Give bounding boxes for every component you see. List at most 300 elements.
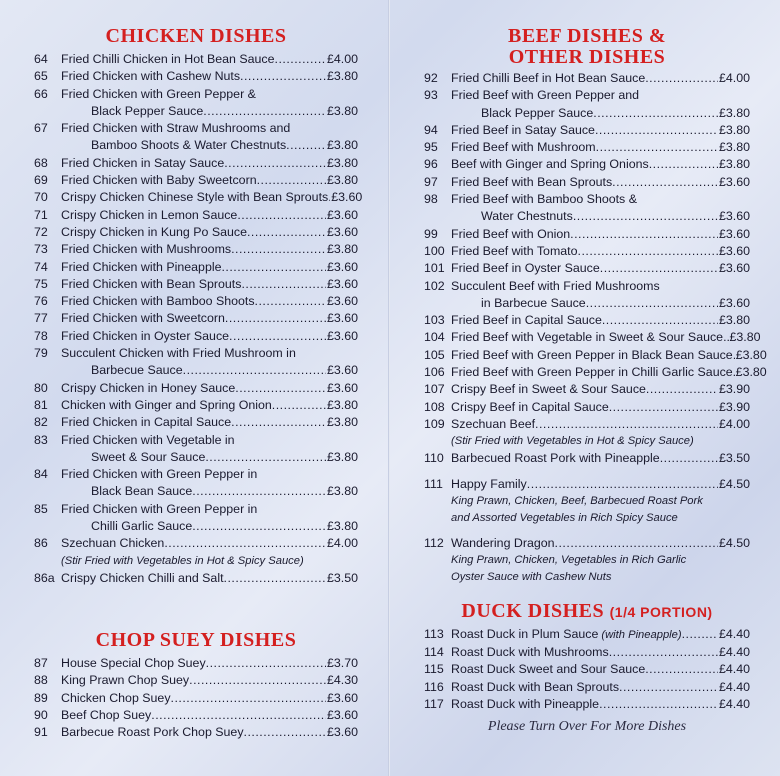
item-inline-note: (with Pineapple): [601, 629, 682, 641]
dot-leader: [231, 414, 326, 431]
item-body: [451, 260, 750, 277]
dot-leader: [682, 626, 718, 643]
item-body: [451, 191, 750, 226]
item-line: [61, 224, 358, 241]
menu-item: [34, 86, 358, 121]
item-line: [451, 450, 750, 467]
item-body: [61, 86, 358, 121]
item-line: [451, 295, 750, 312]
right-page: [390, 0, 780, 776]
item-body: [451, 312, 750, 329]
item-line: [451, 381, 750, 398]
item-name: Szechuan Beef: [451, 416, 536, 431]
menu-item: [34, 68, 358, 85]
menu-item: [424, 312, 750, 329]
item-number: 95: [424, 140, 438, 155]
turn-over-note: Please Turn Over For More Dishes: [487, 719, 687, 735]
item-name: Crispy Beef in Sweet & Sour Sauce: [451, 382, 646, 397]
left-page: [0, 0, 388, 776]
item-price: £3.80: [326, 103, 358, 118]
duck-heading: [424, 601, 750, 623]
dot-leader: [649, 156, 718, 173]
item-name: Fried Beef with Bamboo Shoots &: [451, 192, 637, 207]
item-number: 112: [424, 535, 444, 550]
item-line: [61, 380, 358, 397]
dot-leader: [224, 155, 326, 172]
item-line: [61, 432, 358, 449]
item-line: [61, 345, 358, 362]
menu-item: [34, 293, 358, 310]
item-number: 113: [424, 627, 444, 641]
item-name: Crispy Chicken Chinese Style with Bean Sprouts: [61, 190, 329, 205]
item-number: 114: [424, 645, 444, 659]
item-note: and Assorted Vegetables in Rich Spicy Sauce: [451, 511, 678, 524]
dot-leader: [192, 518, 326, 535]
item-line: [451, 226, 750, 243]
item-price: £3.50: [326, 570, 358, 585]
item-body: [451, 87, 750, 122]
item-price: £3.60: [326, 224, 358, 239]
item-number: 71: [34, 207, 48, 222]
item-price: £3.60: [326, 276, 358, 291]
dot-leader: [257, 172, 326, 189]
item-body: [61, 414, 358, 431]
item-body: [451, 364, 767, 381]
dot-leader: [612, 174, 718, 191]
item-number: 99: [424, 226, 438, 241]
item-line: [451, 329, 761, 346]
item-body: [451, 679, 750, 696]
item-price: £4.00: [718, 71, 750, 85]
menu-item: [34, 432, 358, 467]
item-name: Crispy Chicken Chilli and Salt: [61, 570, 224, 585]
item-body: [61, 241, 358, 258]
item-name: Roast Duck in Plum Sauce: [451, 627, 599, 641]
dot-leader: [171, 690, 326, 707]
chicken-heading: CHICKEN DISHES: [105, 25, 287, 47]
item-price: £3.80: [718, 157, 750, 172]
item-name: Fried Beef in Oyster Sauce: [451, 261, 600, 276]
item-body: [61, 501, 358, 536]
item-line: [61, 259, 358, 276]
item-name: Beef with Ginger and Spring Onions: [451, 157, 649, 172]
item-body: [61, 259, 358, 276]
menu-item: [424, 644, 750, 661]
item-line: [451, 364, 767, 381]
item-price: £3.60: [326, 380, 358, 395]
dot-leader: [646, 381, 718, 398]
item-number: 89: [34, 690, 48, 705]
menu-item: [34, 414, 358, 431]
menu-item: [34, 690, 358, 707]
dot-leader: [164, 535, 326, 552]
item-number: 75: [34, 276, 48, 291]
item-price: £4.40: [718, 696, 750, 711]
dot-leader: [203, 103, 326, 120]
item-body: [451, 243, 750, 260]
item-number: 106: [424, 365, 445, 380]
item-line: [61, 449, 358, 466]
chopsuey-heading: CHOP SUEY DISHES: [95, 629, 297, 651]
dot-leader: [221, 259, 326, 276]
menu-item: [34, 241, 358, 258]
menu-item: [34, 466, 358, 501]
menu-item: [424, 278, 750, 313]
item-number: 87: [34, 656, 48, 670]
item-name: Fried Chicken with Green Pepper in: [61, 501, 258, 516]
dot-leader: [609, 399, 718, 416]
item-price: £4.00: [326, 52, 358, 66]
item-body: [451, 399, 750, 416]
menu-item: [34, 672, 358, 689]
dot-leader: [586, 295, 718, 312]
item-number: 104: [424, 330, 445, 345]
item-price: £3.60: [326, 311, 358, 326]
item-line: [451, 312, 750, 329]
item-line: [451, 347, 767, 364]
item-body: [61, 224, 358, 241]
menu-item: [424, 226, 750, 243]
item-body: [451, 416, 750, 450]
item-price: £4.00: [718, 416, 750, 431]
item-name: Fried Chicken in Oyster Sauce: [61, 328, 230, 343]
dot-leader: [593, 105, 718, 122]
beef-section: [424, 25, 767, 586]
item-price: £3.60: [326, 725, 358, 740]
item-number: 81: [34, 397, 48, 412]
dot-leader: [555, 535, 718, 552]
item-name: Roast Duck with Bean Sprouts: [451, 679, 620, 694]
menu-item: [34, 535, 358, 569]
item-number: 103: [424, 313, 445, 328]
item-name: Fried Chilli Beef in Hot Bean Sauce: [451, 71, 646, 85]
item-line: [61, 293, 358, 310]
menu-item: [424, 156, 750, 173]
menu-item: [34, 189, 363, 206]
item-body: [61, 172, 358, 189]
item-name: Succulent Beef with Fried Mushrooms: [451, 278, 660, 293]
menu-item: [424, 347, 767, 364]
dot-leader: [237, 207, 326, 224]
item-line: [61, 655, 358, 672]
item-line: [451, 208, 750, 225]
item-line: [61, 414, 358, 431]
item-number: 72: [34, 224, 48, 239]
item-body: [451, 329, 761, 346]
duck-heading-title: DUCK DISHES: [461, 600, 605, 622]
item-number: 116: [424, 679, 444, 694]
item-name: Water Chestnuts: [481, 209, 573, 224]
item-line: [451, 260, 750, 277]
item-number: 96: [424, 157, 438, 172]
item-number: 101: [424, 261, 445, 276]
item-body: [451, 644, 750, 661]
dot-leader: [600, 260, 718, 277]
dot-leader: [247, 224, 326, 241]
duck-list: [424, 626, 750, 713]
menu-item: [34, 380, 358, 397]
item-price: £3.60: [326, 294, 358, 309]
menu-item: [34, 310, 358, 327]
item-name: Fried Beef with Bean Sprouts: [451, 174, 613, 189]
item-number: 74: [34, 259, 48, 274]
item-name: Crispy Chicken in Honey Sauce: [61, 380, 236, 395]
item-name: Chicken with Ginger and Spring Onion: [61, 397, 272, 412]
item-price: £3.80: [718, 140, 750, 155]
item-name: Fried Chicken with Mushrooms: [61, 242, 232, 257]
item-price: £3.80: [326, 397, 358, 412]
duck-section: [424, 601, 750, 735]
dot-leader: [619, 679, 718, 696]
item-number: 69: [34, 173, 48, 188]
menu-item: [424, 122, 750, 139]
item-body: [61, 68, 358, 85]
item-body: [61, 276, 358, 293]
item-number: 85: [34, 501, 48, 516]
item-line: [451, 105, 750, 122]
item-body: [61, 155, 358, 172]
item-line: [61, 466, 358, 483]
item-body: [61, 397, 358, 414]
menu-item: [424, 260, 750, 277]
menu-item: [34, 397, 358, 414]
menu-item: [34, 570, 358, 587]
item-name: Crispy Chicken in Kung Po Sauce: [61, 224, 247, 239]
item-number: 88: [34, 673, 48, 688]
item-note: (Stir Fried with Vegetables in Hot & Spicy Sauce): [451, 435, 694, 448]
item-body: [451, 226, 750, 243]
item-name: Fried Chilli Chicken in Hot Bean Sauce: [61, 52, 275, 66]
item-body: [61, 690, 358, 707]
item-body: [451, 122, 750, 139]
item-body: [61, 672, 358, 689]
menu-item: [424, 476, 750, 527]
item-price: £3.60: [326, 690, 358, 705]
dot-leader: [206, 655, 326, 672]
menu-item: [424, 191, 750, 226]
item-price: £3.80: [326, 519, 358, 534]
item-body: [61, 51, 358, 68]
menu-item: [424, 364, 767, 381]
item-name: Crispy Chicken in Lemon Sauce: [61, 207, 238, 222]
item-note: King Prawn, Chicken, Vegetables in Rich Garlic: [451, 554, 687, 567]
dot-leader: [286, 137, 326, 154]
item-body: [451, 476, 750, 527]
dot-leader: [660, 450, 718, 467]
menu-item: [34, 207, 358, 224]
item-note: (Stir Fried with Vegetables in Hot & Spicy Sauce): [61, 554, 304, 567]
item-body: [61, 707, 358, 724]
item-price: £4.40: [718, 679, 750, 694]
item-line: [451, 191, 750, 208]
item-line: [61, 570, 358, 587]
menu-item: [34, 345, 358, 380]
item-price: £3.80: [326, 242, 358, 257]
item-price: £4.50: [718, 476, 750, 491]
item-line: [61, 672, 358, 689]
menu-item: [34, 120, 358, 155]
item-price: £4.40: [718, 645, 750, 659]
menu-item: [34, 155, 358, 172]
item-name: Roast Duck with Pineapple: [451, 696, 600, 711]
item-line: [61, 328, 358, 345]
item-body: [451, 278, 750, 313]
item-name: Crispy Beef in Capital Sauce: [451, 399, 609, 414]
item-number: 109: [424, 416, 445, 431]
dot-leader: [240, 68, 326, 85]
item-number: 115: [424, 662, 444, 677]
dot-leader: [609, 644, 718, 661]
item-number: 100: [424, 243, 445, 258]
item-body: [61, 345, 358, 380]
item-line: [61, 483, 358, 500]
item-line: [61, 241, 358, 258]
item-line: [61, 155, 358, 172]
item-name: Fried Beef with Green Pepper in Chilli Garlic Sauce: [451, 365, 733, 380]
item-body: [61, 207, 358, 224]
item-name: Succulent Chicken with Fried Mushroom in: [61, 346, 296, 361]
item-name: Barbecue Sauce: [91, 363, 183, 378]
menu-item: [424, 696, 750, 713]
item-price: £3.60: [718, 261, 750, 276]
item-number: 80: [34, 380, 48, 395]
item-body: [451, 70, 750, 87]
item-number: 107: [424, 382, 445, 397]
chicken-section: [34, 25, 363, 587]
item-number: 83: [34, 432, 48, 447]
item-name: Fried Chicken in Capital Sauce: [61, 415, 232, 430]
item-price: £3.60: [326, 259, 358, 274]
item-line: [451, 243, 750, 260]
item-name: Barbecue Roast Pork Chop Suey: [61, 725, 244, 740]
item-body: [61, 466, 358, 501]
dot-leader: [570, 226, 718, 243]
duck-heading-portion: (1/4 PORTION): [609, 604, 713, 620]
item-price: £3.80: [326, 415, 358, 430]
menu-item: [424, 679, 750, 696]
item-price: £3.80: [735, 347, 767, 362]
beef-list: [424, 70, 767, 586]
dot-leader: [225, 310, 326, 327]
beef-heading-line2: OTHER DISHES: [508, 46, 666, 68]
item-price: £3.60: [326, 363, 358, 378]
menu-item: [34, 224, 358, 241]
item-name: Black Bean Sauce: [91, 484, 193, 499]
item-line: [61, 707, 358, 724]
item-line: [451, 122, 750, 139]
item-body: [61, 380, 358, 397]
item-body: [61, 120, 358, 155]
dot-leader: [189, 672, 326, 689]
item-number: 79: [34, 346, 48, 361]
item-line: [61, 518, 358, 535]
item-name: Fried Chicken in Satay Sauce: [61, 155, 225, 170]
dot-leader: [224, 570, 326, 587]
dot-leader: [205, 449, 326, 466]
item-number: 98: [424, 192, 438, 207]
item-price: £3.80: [718, 122, 750, 137]
item-number: 64: [34, 52, 48, 66]
dot-leader: [599, 696, 718, 713]
item-body: [61, 189, 363, 206]
item-price: £3.80: [326, 484, 358, 499]
dot-leader: [275, 51, 326, 68]
item-body: [451, 535, 750, 586]
item-name: King Prawn Chop Suey: [61, 673, 190, 688]
item-line: [61, 68, 358, 85]
item-number: 108: [424, 399, 445, 414]
dot-leader: [578, 243, 718, 260]
item-line: [61, 535, 358, 552]
item-price: £3.80: [735, 365, 767, 380]
item-number: 73: [34, 242, 48, 257]
item-price: £3.50: [718, 451, 750, 466]
item-number: 70: [34, 190, 48, 205]
item-body: [61, 293, 358, 310]
item-name: Fried Chicken with Green Pepper &: [61, 86, 256, 101]
item-price: £4.50: [718, 535, 750, 550]
item-price: £3.70: [326, 656, 358, 670]
item-body: [451, 626, 750, 644]
item-name: Fried Beef with Green Pepper in Black Bean Sauce: [451, 347, 733, 362]
item-name: Fried Chicken with Vegetable in: [61, 432, 235, 447]
menu-item: [424, 70, 750, 87]
item-name: Roast Duck Sweet and Sour Sauce: [451, 662, 646, 677]
menu-item: [34, 724, 358, 741]
dot-leader: [602, 312, 718, 329]
item-name: Fried Chicken with Baby Sweetcorn: [61, 173, 257, 188]
menu-item: [424, 450, 750, 467]
item-name: Happy Family: [451, 476, 527, 491]
beef-heading-line1: BEEF DISHES &: [507, 25, 667, 47]
menu-item: [34, 259, 358, 276]
item-number: 97: [424, 174, 438, 189]
item-note: King Prawn, Chicken, Beef, Barbecued Roast Pork: [451, 494, 703, 507]
item-line: [61, 120, 358, 137]
item-line: [451, 87, 750, 104]
item-name: Fried Beef in Capital Sauce: [451, 313, 602, 328]
item-line: [451, 535, 750, 552]
item-name: Fried Chicken with Cashew Nuts: [61, 69, 241, 84]
item-price: £3.80: [326, 155, 358, 170]
item-line: [61, 362, 358, 379]
item-name: House Special Chop Suey: [61, 656, 206, 670]
item-price: £3.80: [326, 138, 358, 153]
item-number: 67: [34, 121, 48, 136]
item-line: [61, 690, 358, 707]
item-price: £3.90: [718, 399, 750, 414]
item-line: [451, 661, 750, 678]
item-price: £4.40: [718, 662, 750, 677]
menu-item: [34, 51, 358, 68]
menu-item: [34, 655, 358, 672]
item-price: £3.60: [331, 190, 363, 205]
item-price: £3.80: [718, 105, 750, 120]
item-number: 92: [424, 71, 438, 85]
menu-item: [424, 381, 750, 398]
item-price: £3.80: [326, 449, 358, 464]
item-name: Black Pepper Sauce: [91, 103, 204, 118]
item-price: £3.60: [718, 295, 750, 310]
menu-item: [424, 399, 750, 416]
menu-item: [34, 501, 358, 536]
item-line: [451, 399, 750, 416]
item-price: £3.60: [326, 207, 358, 222]
chicken-list: [34, 51, 363, 587]
item-number: 91: [34, 725, 48, 740]
item-body: [451, 381, 750, 398]
item-number: 105: [424, 347, 445, 362]
